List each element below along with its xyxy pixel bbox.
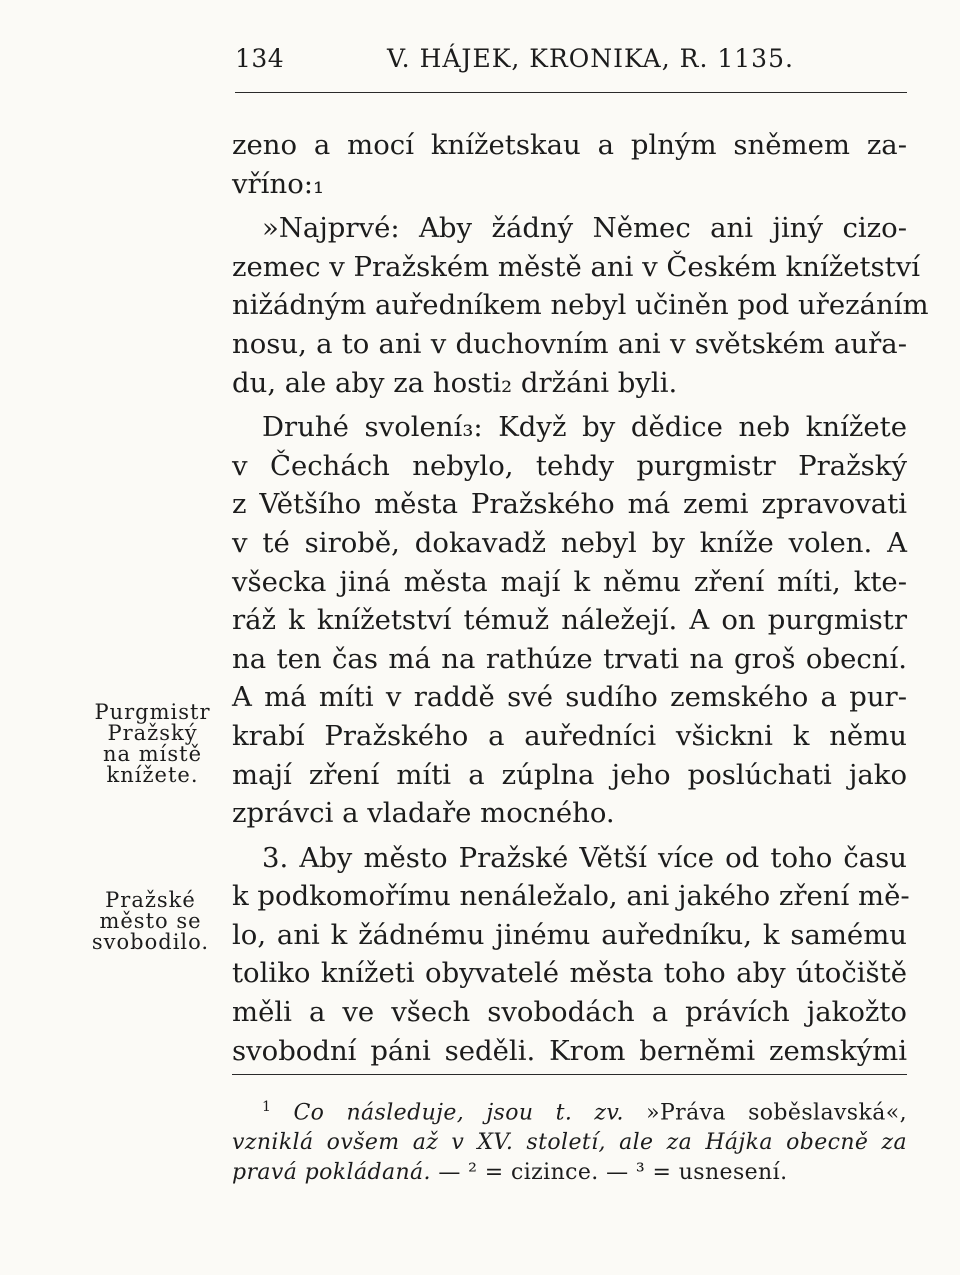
text-line: Druhé svolení₃: Když by dědice neb knížete: [262, 411, 907, 444]
text-line: z Většího města Pražského má zemi zpravovati: [232, 488, 907, 521]
text-line: k podkomořímu nenáležalo, ani jakého zření mě-: [232, 880, 910, 913]
footnote-line: [232, 1092, 907, 1128]
margin-note-line: Pražské: [105, 888, 196, 912]
text-line: zprávci a vladaře mocného.: [232, 797, 615, 830]
text-line: 3. Aby město Pražské Větší více od toho času: [262, 841, 907, 874]
text-line: ráž k knížetství témuž náležejí. A on purgmistr: [232, 604, 907, 637]
margin-note-line: knížete.: [106, 763, 199, 787]
text-line: v té sirobě, dokavadž nebyl by kníže volen. A: [232, 526, 907, 559]
text-line: nižádným auředníkem nebyl učiněn pod uřezáním: [232, 289, 929, 322]
running-head: V. HÁJEK, KRONIKA, R. 1135.: [387, 44, 794, 73]
text-line: krabí Pražského a auředníci všickni k němu: [232, 719, 907, 752]
page-header: [235, 44, 907, 93]
text-line: toliko knížeti obyvatelé města toho aby útočiště: [232, 957, 907, 990]
footnote-italic: Co následuje, jsou t. zv.: [293, 1100, 624, 1126]
footnote-divider: [232, 1074, 907, 1075]
footnote-italic: pravá pokládaná.: [232, 1160, 431, 1186]
text-line: v Čechách nebylo, tehdy purgmistr Pražský: [232, 449, 907, 482]
margin-note-purgmistr: [90, 702, 215, 786]
footnotes: [232, 1092, 907, 1188]
page-number: 134: [235, 44, 285, 73]
footnote-text: — ² = cizince. — ³ = usnesení.: [438, 1160, 788, 1186]
footnote-line: vzniklá ovšem až v XV. století, ale za Hájka obecně za: [232, 1130, 907, 1156]
footnote-text: »Práva soběslavská«,: [646, 1100, 907, 1126]
text-line: mají zření míti a zúplna jeho poslúchati jako: [232, 758, 907, 791]
footnote-marker: 1: [262, 1099, 272, 1115]
text-line: du, ale aby za hosti₂ držáni byli.: [232, 366, 678, 399]
margin-note-line: Pražský: [107, 721, 198, 745]
text-line: měli a ve všech svobodách a právích jakožto: [232, 996, 907, 1029]
text-line: na ten čas má na rathúze trvati na groš obecní.: [232, 642, 907, 675]
footnote-line: [232, 1158, 907, 1188]
text-line: zemec v Pražském městě ani v Českém knížetství: [232, 250, 921, 283]
margin-note-line: město se: [99, 909, 202, 933]
main-text: [232, 126, 929, 1070]
margin-note-line: Purgmistr: [94, 700, 211, 724]
text-line: svobodní páni seděli. Krom berněmi zemskými: [232, 1034, 907, 1067]
margin-note-line: svobodilo.: [91, 930, 210, 954]
text-line: vříno:₁: [232, 167, 325, 200]
text-line: A má míti v raddě své sudího zemského a pur-: [232, 681, 907, 714]
text-line: lo, ani k žádnému jinému auředníku, k samému: [232, 918, 907, 951]
margin-note-line: na místě: [103, 742, 202, 766]
text-line: »Najprvé: Aby žádný Němec ani jiný cizo-: [262, 212, 907, 245]
margin-note-mesto: [88, 890, 213, 953]
text-line: nosu, a to ani v duchovním ani v světském auřa-: [232, 327, 907, 360]
text-line: všecka jiná města mají k němu zření míti, kte-: [232, 565, 907, 598]
text-line: zeno a mocí knížetskau a plným sněmem za-: [232, 129, 907, 161]
